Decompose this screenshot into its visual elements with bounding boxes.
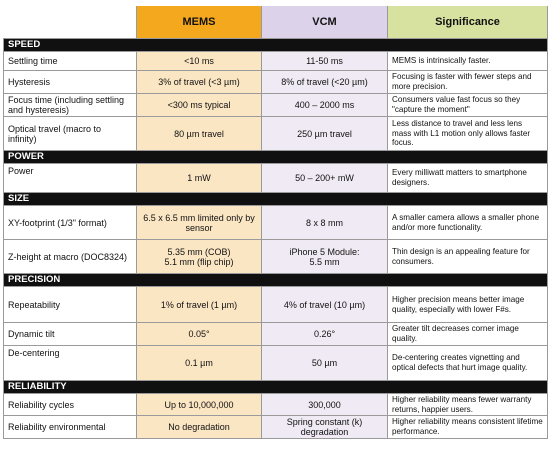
- mems-value: <300 ms typical: [137, 94, 262, 117]
- significance-text: A smaller camera allows a smaller phone and/or more functionality.: [388, 206, 548, 240]
- row-label: Hysteresis: [4, 71, 137, 94]
- significance-text: Greater tilt decreases corner image quality.: [388, 323, 548, 346]
- significance-text: MEMS is intrinsically faster.: [388, 52, 548, 71]
- row-label: Settling time: [4, 52, 137, 71]
- row-label: Power: [4, 164, 137, 193]
- significance-text: Focusing is faster with fewer steps and more precision.: [388, 71, 548, 94]
- section-precision: [4, 274, 548, 287]
- mems-value: No degradation: [137, 416, 262, 439]
- vcm-value: 400 – 2000 ms: [262, 94, 388, 117]
- vcm-value: 0.26°: [262, 323, 388, 346]
- significance-text: Higher precision means better image quality, especially with lower F#s.: [388, 287, 548, 323]
- section-size: [4, 193, 548, 206]
- significance-text: De-centering creates vignetting and optical defects that hurt image quality.: [388, 346, 548, 381]
- row-label: Dynamic tilt: [4, 323, 137, 346]
- section-power: [4, 151, 548, 164]
- mems-value-line: 5.35 mm (COB): [167, 246, 231, 257]
- table-row: [4, 52, 548, 71]
- mems-value-line: 5.1 mm (flip chip): [164, 256, 234, 267]
- header-significance: Significance: [388, 6, 548, 39]
- section-label: SIZE: [4, 193, 548, 206]
- section-reliability: [4, 381, 548, 394]
- vcm-value: [262, 240, 388, 274]
- significance-text: Higher reliability means consistent lifetime performance.: [388, 416, 548, 439]
- row-label: De-centering: [4, 346, 137, 381]
- significance-text: Thin design is an appealing feature for consumers.: [388, 240, 548, 274]
- table-row: [4, 346, 548, 381]
- row-label: Reliability environmental: [4, 416, 137, 439]
- header-vcm: VCM: [262, 6, 388, 39]
- mems-value: 1% of travel (1 µm): [137, 287, 262, 323]
- mems-vcm-comparison-table: [3, 6, 548, 439]
- table-row: [4, 164, 548, 193]
- significance-text: Every milliwatt matters to smartphone designers.: [388, 164, 548, 193]
- mems-value: 3% of travel (<3 µm): [137, 71, 262, 94]
- mems-value: 0.05°: [137, 323, 262, 346]
- vcm-value-line: 5.5 mm: [309, 256, 340, 267]
- section-speed: [4, 39, 548, 52]
- significance-text: Higher reliability means fewer warranty returns, happier users.: [388, 394, 548, 416]
- vcm-value: [262, 416, 388, 439]
- table-row: [4, 206, 548, 240]
- row-label: Repeatability: [4, 287, 137, 323]
- table-row: [4, 94, 548, 117]
- section-label: PRECISION: [4, 274, 548, 287]
- table-row: [4, 240, 548, 274]
- row-label: Z-height at macro (DOC8324): [4, 240, 137, 274]
- mems-value: 6.5 x 6.5 mm limited only by sensor: [137, 206, 262, 240]
- header-corner: [4, 6, 137, 39]
- mems-value: [137, 240, 262, 274]
- vcm-value: 50 – 200+ mW: [262, 164, 388, 193]
- significance-text: Less distance to travel and less lens mass with L1 motion only allows faster focus.: [388, 117, 548, 151]
- table-row: [4, 117, 548, 151]
- table-row: [4, 416, 548, 439]
- table-row: [4, 323, 548, 346]
- mems-value: Up to 10,000,000: [137, 394, 262, 416]
- vcm-value: 8 x 8 mm: [262, 206, 388, 240]
- table-row: [4, 287, 548, 323]
- mems-value: 1 mW: [137, 164, 262, 193]
- table-row: [4, 71, 548, 94]
- vcm-value-line: degradation: [300, 427, 349, 437]
- row-label: Reliability cycles: [4, 394, 137, 416]
- significance-text: Consumers value fast focus so they "capture the moment": [388, 94, 548, 117]
- vcm-value-line: iPhone 5 Module:: [289, 246, 360, 257]
- mems-value: 80 µm travel: [137, 117, 262, 151]
- vcm-value: 11-50 ms: [262, 52, 388, 71]
- vcm-value: 8% of travel (<20 µm): [262, 71, 388, 94]
- vcm-value-line: Spring constant (k): [286, 417, 363, 427]
- mems-value: 0.1 µm: [137, 346, 262, 381]
- header-mems: MEMS: [137, 6, 262, 39]
- table-row: [4, 394, 548, 416]
- vcm-value: 4% of travel (10 µm): [262, 287, 388, 323]
- mems-value: <10 ms: [137, 52, 262, 71]
- section-label: POWER: [4, 151, 548, 164]
- vcm-value: 50 µm: [262, 346, 388, 381]
- section-label: SPEED: [4, 39, 548, 52]
- header-row: [4, 6, 548, 39]
- section-label: RELIABILITY: [4, 381, 548, 394]
- vcm-value: 300,000: [262, 394, 388, 416]
- vcm-value: 250 µm travel: [262, 117, 388, 151]
- row-label: Optical travel (macro to infinity): [4, 117, 137, 151]
- row-label: XY-footprint (1/3" format): [4, 206, 137, 240]
- row-label: Focus time (including settling and hysteresis): [4, 94, 137, 117]
